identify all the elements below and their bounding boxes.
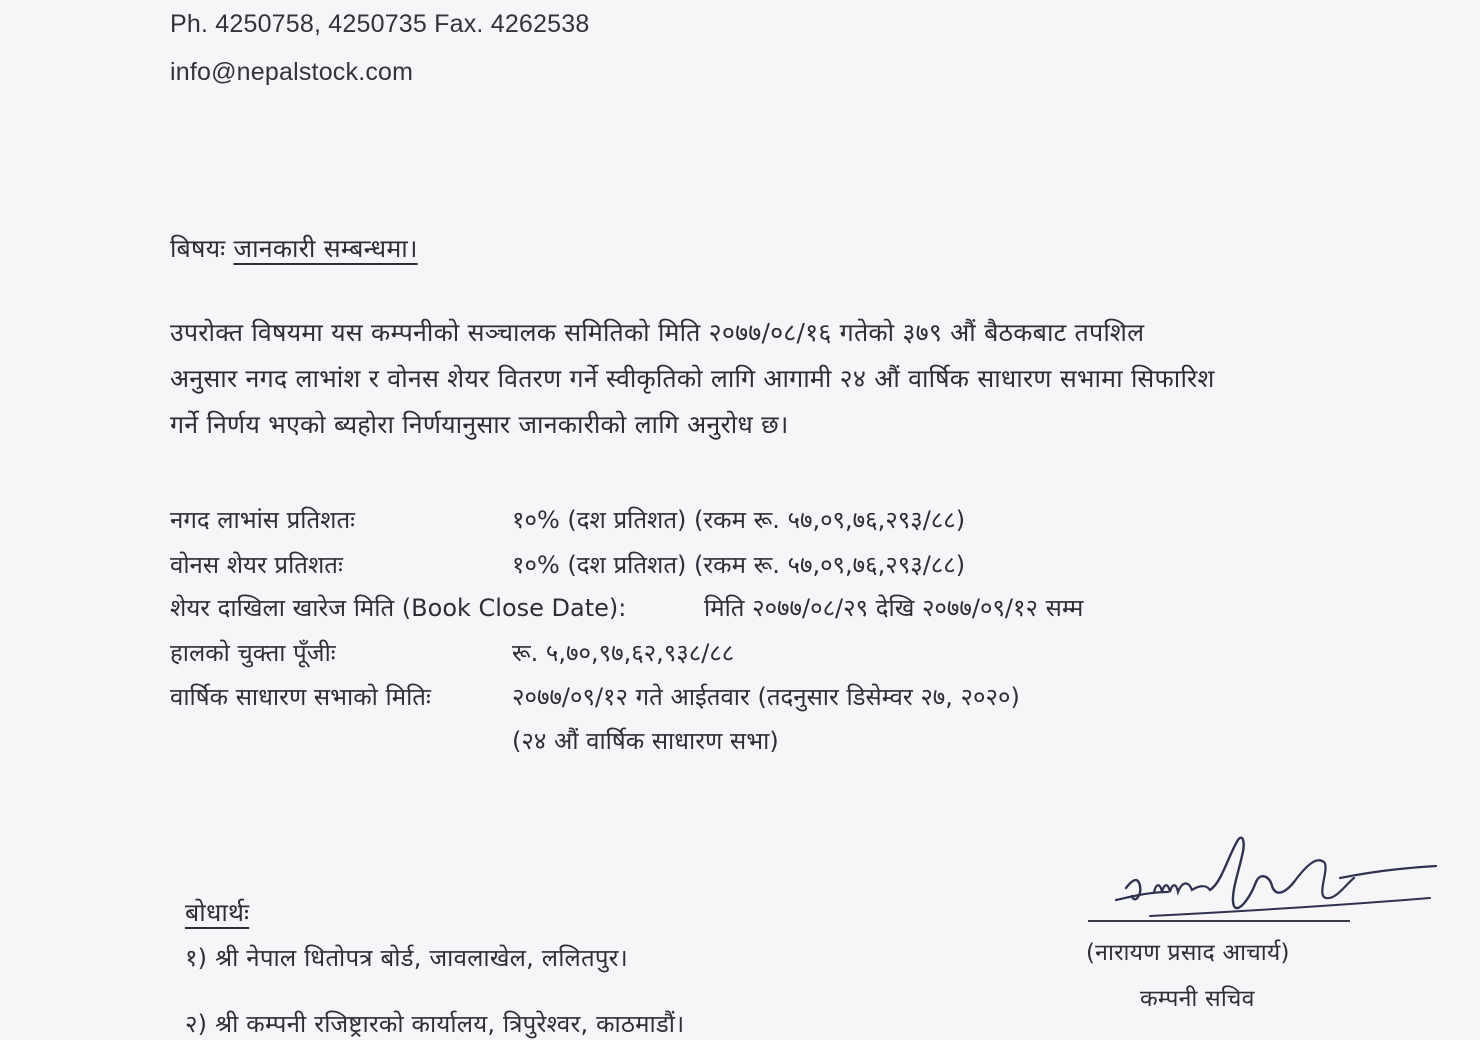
detail-label-cash-dividend: नगद लाभांस प्रतिशतः [170, 506, 356, 534]
body-line-3: गर्ने निर्णय भएको ब्यहोरा निर्णयानुसार जानकारीको लागि अनुरोध छ। [170, 410, 789, 439]
signature-rule [1088, 920, 1350, 922]
detail-value-bonus-share: १०% (दश प्रतिशत) (रकम रू. ५७,०९,७६,२९३/८८) [512, 551, 966, 579]
subject-text: जानकारी सम्बन्धमा। [233, 234, 418, 263]
detail-label-book-close: शेयर दाखिला खारेज मिति (Book Close Date): [170, 594, 627, 622]
detail-value-cash-dividend: १०% (दश प्रतिशत) (रकम रू. ५७,०९,७६,२९३/८८) [512, 506, 966, 534]
header-phone-fax: Ph. 4250758, 4250735 Fax. 4262538 [170, 10, 590, 38]
body-line-2: अनुसार नगद लाभांश र वोनस शेयर वितरण गर्ने स्वीकृतिको लागि आगामी २४ औं वार्षिक साधारण सभामा सिफारिश [170, 364, 1215, 393]
signatory-name: (नारायण प्रसाद आचार्य) [1086, 940, 1290, 966]
detail-value-paid-up-capital: रू. ५,७०,९७,६२,९३८/८८ [512, 639, 735, 667]
detail-label-agm-date: वार्षिक साधारण सभाको मितिः [170, 683, 431, 711]
subject-line [170, 236, 418, 261]
detail-label-paid-up-capital: हालको चुक्ता पूँजीः [170, 639, 336, 667]
cc-heading: बोधार्थः [185, 898, 250, 927]
detail-value-agm-date: २०७७/०९/१२ गते आईतवार (तदनुसार डिसेम्वर २७, २०२०) [512, 683, 1020, 711]
signatory-title: कम्पनी सचिव [1140, 986, 1255, 1012]
subject-label: बिषयः [170, 234, 226, 263]
detail-label-bonus-share: वोनस शेयर प्रतिशतः [170, 551, 343, 579]
cc-item-1: १) श्री नेपाल धितोपत्र बोर्ड, जावलाखेल, ललितपुर। [185, 944, 628, 972]
cc-item-2: २) श्री कम्पनी रजिष्ट्रारको कार्यालय, त्रिपुरेश्वर, काठमाडौं। [185, 1010, 685, 1038]
detail-value-book-close: मिति २०७७/०८/२९ देखि २०७७/०९/१२ सम्म [704, 594, 1084, 622]
header-email: info@nepalstock.com [170, 58, 414, 86]
detail-agm-note: (२४ औं वार्षिक साधारण सभा) [512, 727, 779, 755]
body-line-1: उपरोक्त विषयमा यस कम्पनीको सञ्चालक समितिको मिति २०७७/०८/१६ गतेको ३७९ औं बैठकबाट तपशिल [170, 318, 1145, 347]
